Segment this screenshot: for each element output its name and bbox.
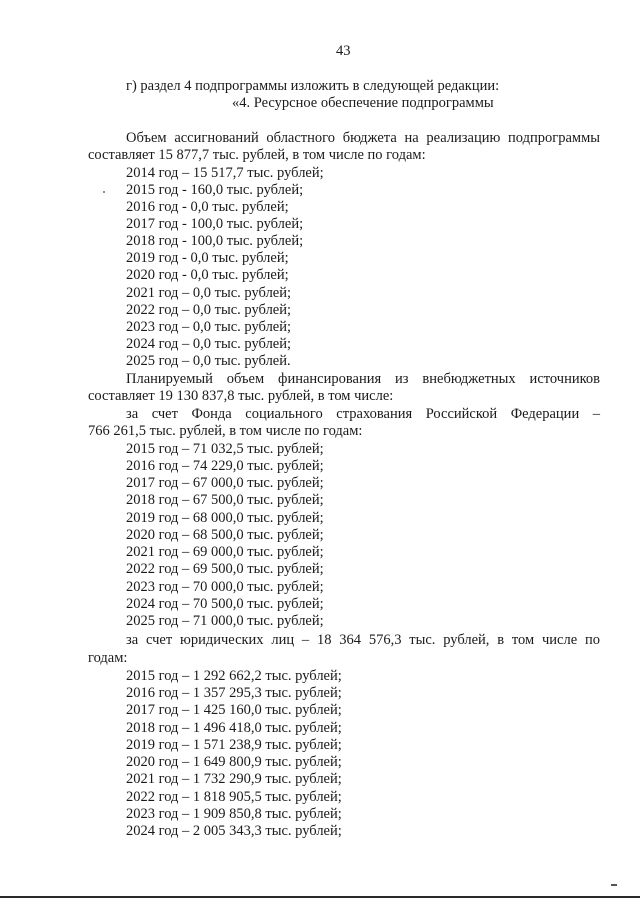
legal-year-item: 2016 год – 1 357 295,3 тыс. рублей; [126, 685, 342, 701]
legal-year-item: 2023 год – 1 909 850,8 тыс. рублей; [126, 806, 342, 822]
fss-year-item: 2021 год – 69 000,0 тыс. рублей; [126, 544, 324, 560]
budget-paragraph-line2: составляет 15 877,7 тыс. рублей, в том числе по годам: [88, 147, 426, 163]
page-number: 43 [336, 43, 351, 59]
amendment-heading: г) раздел 4 подпрограммы изложить в следующей редакции: [126, 78, 500, 94]
fss-year-item: 2016 год – 74 229,0 тыс. рублей; [126, 458, 324, 474]
budget-year-item: 2017 год - 100,0 тыс. рублей; [126, 216, 304, 232]
legal-year-item: 2015 год – 1 292 662,2 тыс. рублей; [126, 668, 342, 684]
budget-paragraph-line1: Объем ассигнований областного бюджета на реализацию подпрограммы [126, 130, 600, 146]
fss-year-item: 2017 год – 67 000,0 тыс. рублей; [126, 475, 324, 491]
legal-year-item: 2019 год – 1 571 238,9 тыс. рублей; [126, 737, 342, 753]
fss-year-item: 2015 год – 71 032,5 тыс. рублей; [126, 441, 324, 457]
legal-year-item: 2018 год – 1 496 418,0 тыс. рублей; [126, 720, 342, 736]
fss-line1: за счет Фонда социального страхования Российской Федерации – [126, 406, 600, 422]
fss-year-item: 2025 год – 71 000,0 тыс. рублей; [126, 613, 324, 629]
budget-year-item: 2018 год - 100,0 тыс. рублей; [126, 233, 304, 249]
legal-year-item: 2022 год – 1 818 905,5 тыс. рублей; [126, 789, 342, 805]
budget-year-item: 2019 год - 0,0 тыс. рублей; [126, 250, 289, 266]
fss-year-item: 2019 год – 68 000,0 тыс. рублей; [126, 510, 324, 526]
budget-year-item: 2014 год – 15 517,7 тыс. рублей; [126, 165, 324, 181]
fss-year-item: 2024 год – 70 500,0 тыс. рублей; [126, 596, 324, 612]
legal-year-item: 2024 год – 2 005 343,3 тыс. рублей; [126, 823, 342, 839]
extrabudget-paragraph-line2: составляет 19 130 837,8 тыс. рублей, в том числе: [88, 388, 394, 404]
budget-year-item: 2022 год – 0,0 тыс. рублей; [126, 302, 292, 318]
budget-year-item: 2024 год – 0,0 тыс. рублей; [126, 336, 292, 352]
budget-year-item: 2021 год – 0,0 тыс. рублей; [126, 285, 292, 301]
legal-year-item: 2020 год – 1 649 800,9 тыс. рублей; [126, 754, 342, 770]
budget-year-item: 2025 год – 0,0 тыс. рублей. [126, 353, 291, 369]
fss-year-item: 2023 год – 70 000,0 тыс. рублей; [126, 579, 324, 595]
scan-speck [103, 191, 105, 193]
fss-year-item: 2018 год – 67 500,0 тыс. рублей; [126, 492, 324, 508]
budget-year-item: 2023 год – 0,0 тыс. рублей; [126, 319, 292, 335]
scan-mark [611, 884, 617, 886]
section-title: «4. Ресурсное обеспечение подпрограммы [232, 95, 494, 111]
budget-year-item: 2016 год - 0,0 тыс. рублей; [126, 199, 289, 215]
fss-line2: 766 261,5 тыс. рублей, в том числе по годам: [88, 423, 363, 439]
scan-edge-line [0, 896, 640, 898]
budget-year-item: 2015 год - 160,0 тыс. рублей; [126, 182, 304, 198]
legal-year-item: 2017 год – 1 425 160,0 тыс. рублей; [126, 702, 342, 718]
budget-year-item: 2020 год - 0,0 тыс. рублей; [126, 267, 289, 283]
extrabudget-paragraph-line1: Планируемый объем финансирования из внебюджетных источников [126, 371, 600, 387]
legal-entities-line2: годам: [88, 650, 128, 666]
fss-year-item: 2020 год – 68 500,0 тыс. рублей; [126, 527, 324, 543]
legal-entities-line1: за счет юридических лиц – 18 364 576,3 тыс. рублей, в том числе по [126, 632, 600, 648]
fss-year-item: 2022 год – 69 500,0 тыс. рублей; [126, 561, 324, 577]
legal-year-item: 2021 год – 1 732 290,9 тыс. рублей; [126, 771, 342, 787]
